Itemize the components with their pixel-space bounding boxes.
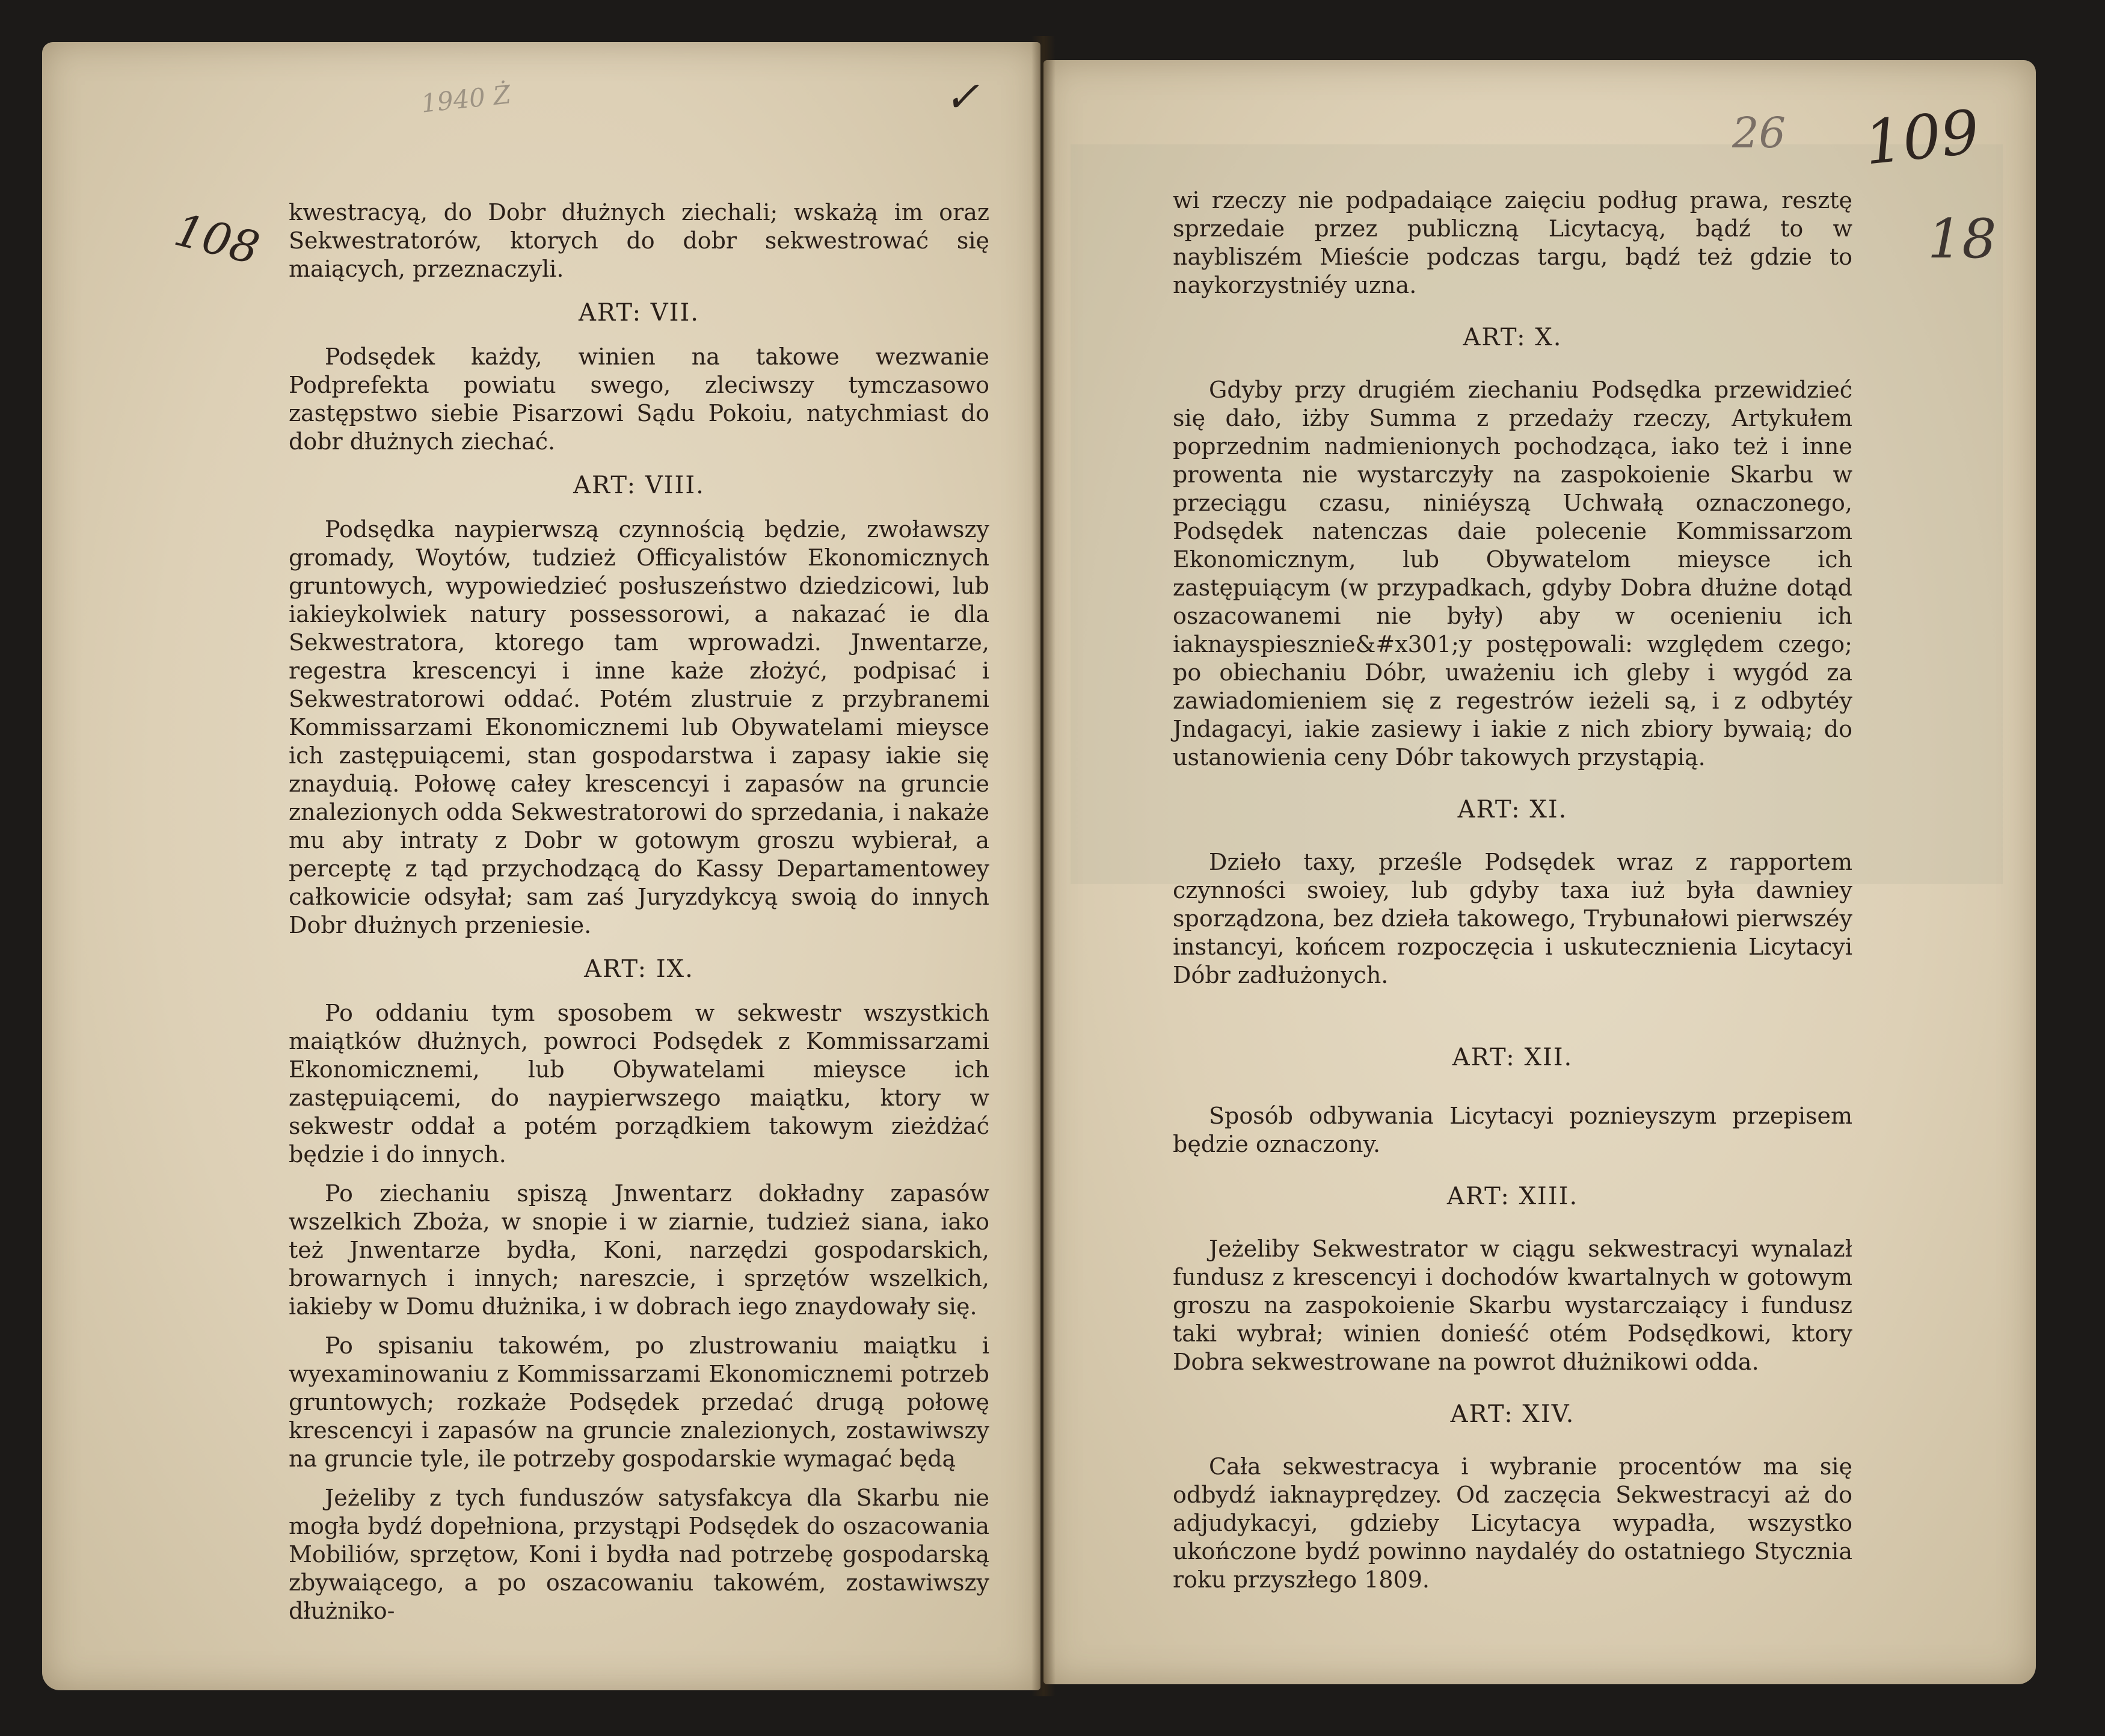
article-heading: ART: VIII. xyxy=(573,472,705,499)
article-heading: ART: XI. xyxy=(1457,796,1568,823)
paragraph: wi rzeczy nie podpadaiące zaięciu podług prawa, resztę sprzedaie przez publiczną Licytacyą, bądź to w naybliszém Mieście podczas targu, bądź też gdzie to naykorzystniéy uzna. xyxy=(1173,187,1852,298)
article-heading: ART: VII. xyxy=(579,299,699,327)
paragraph: Jeżeliby z tych funduszów satysfakcya dla Skarbu nie mogła bydź dopełniona, przystąpi Podsędek do oszacowania Mobiliów, sprzętow, Koni i bydła nad potrzebę gospodarską zbywaiącego, a po oszacowaniu takowém, zostawiwszy dłużniko- xyxy=(289,1485,989,1624)
paragraph: Sposób odbywania Licytacyi poznieyszym przepisem będzie oznaczony. xyxy=(1173,1103,1852,1157)
paragraph: Jeżeliby Sekwestrator w ciągu sekwestracyi wynalazł fundusz z krescencyi i dochodów kwartalnych w gotowym groszu na zaspokoienie Skarbu wystarczaiący i fundusz taki wybrał; winien donieść otém Podsędkowi, ktory Dobra sekwestrowane na powrot dłużnikowi odda. xyxy=(1173,1236,1852,1375)
article-heading: ART: XII. xyxy=(1452,1044,1573,1071)
faint-pencil-note: 1940 Ż̇ xyxy=(419,79,512,119)
right-text-column xyxy=(1173,186,1852,1605)
left-folio-number: 108 xyxy=(169,204,265,275)
stamp-number: 18 xyxy=(1928,208,1997,271)
check-mark: ✓ xyxy=(944,72,980,122)
paragraph: Dzieło taxy, prześle Podsędek wraz z rapportem czynności swoiey, lub gdyby taxa iuż była dawniey sporządzona, bez dzieła takowego, Trybunałowi pierwszéy instancyi, końcem rozpoczęcia i uskutecznienia Licytacyi Dóbr zadłużonych. xyxy=(1173,849,1852,988)
paragraph: kwestracyą, do Dobr dłużnych ziechali; wskażą im oraz Sekwestratorów, ktorych do dobr sekwestrować się maiących, przeznaczyli. xyxy=(289,199,989,282)
article-heading: ART: XIII. xyxy=(1446,1183,1579,1210)
right-folio-number: 109 xyxy=(1861,96,1983,179)
paragraph: Cała sekwestracya i wybranie procentów ma się odbydź iaknayprędzey. Od zaczęcia Sekwestracyi aż do adjudykacyi, gdzieby Licytacya wypadła, wszystko ukończone bydź powinno naydaléy do ostatniego Stycznia roku przyszłego 1809. xyxy=(1173,1453,1852,1593)
article-heading: ART: IX. xyxy=(584,955,694,983)
article-heading: ART: X. xyxy=(1463,324,1563,351)
paragraph: Po spisaniu takowém, po zlustrowaniu maiątku i wyexaminowaniu z Kommissarzami Ekonomicznemi potrzeb gruntowych; rozkaże Podsędek przedać drugą połowę krescencyi i zapasów na gruncie znalezionych, zostawiwszy na gruncie tyle, ile potrzeby gospodarskie wymagać będą xyxy=(289,1332,989,1472)
paragraph: Podsędka naypierwszą czynnością będzie, zwoławszy gromady, Woytów, tudzież Officyalistów Ekonomicznych gruntowych, wypowiedzieć posłuszeństwo dziedzicowi, lub iakieykolwiek natury possessorowi, a nakazać ie dla Sekwestratora, ktorego tam wprowadzi. Jnwentarze, regestra krescencyi i inne każe złożyć, podpisać i Sekwestratorowi oddać. Potém zlustruie z przybranemi Kommissarzami Ekonomicznemi lub Obywatelami mieysce ich zastępuiącemi, stan gospodarstwa i zapasy iakie się znayduią. Połowę całey krescencyi i zapasów na gruncie znalezionych odda Sekwestratorowi do sprzedania, i nakaże mu aby intraty z Dobr w gotowym groszu wybierał, a perceptę z tąd przychodzącą do Kassy Departamentowey całkowicie odsyłał; sam zaś Juryzdykcyą swoią do innych Dobr dłużnych przeniesie. xyxy=(289,516,989,938)
pencil-number: 26 xyxy=(1732,108,1786,158)
paragraph: Po ziechaniu spiszą Jnwentarz dokładny zapasów wszelkich Zboża, w snopie i w ziarnie, tudzież siana, iako też Jnwentarze bydła, Koni, narzędzi gospodarskich, browarnych i innych; nareszcie, i sprzętów wszelkich, iakieby w Domu dłużnika, i w dobrach iego znaydowały się. xyxy=(289,1180,989,1320)
left-text-column xyxy=(289,199,989,1636)
paragraph: Po oddaniu tym sposobem w sekwestr wszystkich maiątków dłużnych, powroci Podsędek z Kommissarzami Ekonomicznemi, lub Obywatelami mieysce ich zastępuiącemi, do naypierwszego maiątku, ktory w sekwestr oddał a potém porządkiem takowym zieżdżać będzie i do innych. xyxy=(289,1000,989,1168)
paragraph: Gdyby przy drugiém ziechaniu Podsędka przewidzieć się dało, iżby Summa z przedaży rzeczy, Artykułem poprzednim nadmienionych pochodząca, iako też i inne prowenta nie wystarczyły na zaspokoienie Skarbu w przeciągu czasu, niniéyszą Uchwałą oznaczonego, Podsędek natenczas daie polecenie Kommissarzom Ekonomicznym, lub Obywatelom mieysce ich zastępuiącym (w przypadkach, gdyby Dobra dłużne dotąd oszacowanemi nie były) aby w ocenieniu ich iaknayspiesznie&#x301;y postępowali: względem czego; po obiechaniu Dóbr, uważeniu ich gleby i wygód za zawiadomieniem się z regestrów ieżeli są, i z odbytéy Jndagacyi, iakie zasiewy i iakie z nich zbiory bywaią; do ustanowienia ceny Dóbr takowych przystąpią. xyxy=(1173,377,1852,771)
article-heading: ART: XIV. xyxy=(1450,1400,1575,1428)
paragraph: Podsędek każdy, winien na takowe wezwanie Podprefekta powiatu swego, zleciwszy tymczasowo zastępstwo siebie Pisarzowi Sądu Pokoiu, natychmiast do dobr dłużnych ziechać. xyxy=(289,343,989,455)
book-gutter xyxy=(1031,36,1056,1696)
